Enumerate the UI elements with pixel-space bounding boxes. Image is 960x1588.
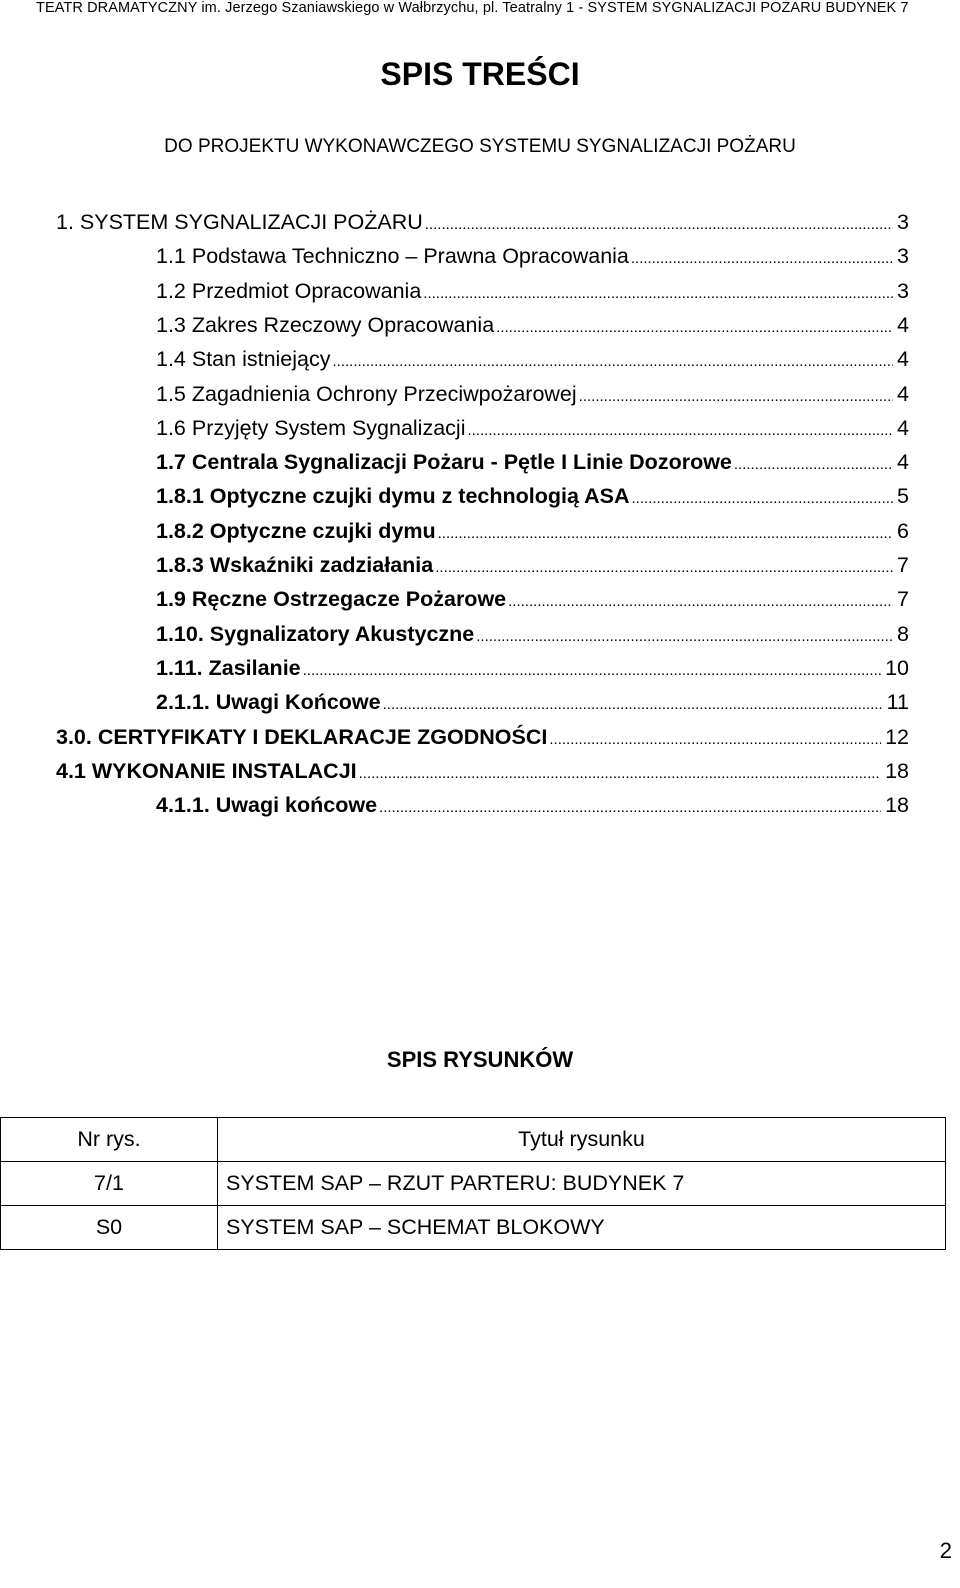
page-subtitle: DO PROJEKTU WYKONAWCZEGO SYSTEMU SYGNALIZACJI POŻARU bbox=[164, 136, 796, 157]
toc-leader-dots bbox=[435, 552, 893, 581]
toc-entry[interactable] bbox=[156, 789, 909, 821]
toc-entry-page: 11 bbox=[886, 690, 909, 714]
toc-entry-page: 4 bbox=[897, 382, 909, 406]
toc-entry-label: 1.11. Zasilanie bbox=[156, 656, 301, 680]
figures-table bbox=[0, 1117, 946, 1250]
toc-entry-page: 7 bbox=[897, 553, 909, 577]
toc-entry[interactable] bbox=[156, 583, 909, 615]
toc-entry-page: 18 bbox=[885, 793, 909, 817]
toc-entry[interactable] bbox=[156, 309, 909, 341]
figure-number: S0 bbox=[1, 1206, 218, 1250]
toc-leader-dots bbox=[467, 415, 893, 444]
toc-entry-page: 3 bbox=[897, 244, 909, 268]
toc-leader-dots bbox=[359, 758, 881, 787]
toc-leader-dots bbox=[631, 243, 893, 272]
toc-entry-label: 1.6 Przyjęty System Sygnalizacji bbox=[156, 416, 466, 440]
figures-header-title: Tytuł rysunku bbox=[218, 1118, 946, 1162]
toc-entry-page: 7 bbox=[897, 587, 909, 611]
toc-entry[interactable] bbox=[156, 343, 909, 375]
toc-entry[interactable] bbox=[156, 240, 909, 272]
toc-leader-dots bbox=[508, 586, 893, 615]
toc-entry-label: 1.10. Sygnalizatory Akustyczne bbox=[156, 622, 475, 646]
toc-entry[interactable] bbox=[56, 721, 909, 753]
toc-entry-label: 1.8.2 Optyczne czujki dymu bbox=[156, 519, 436, 543]
toc-entry-page: 4 bbox=[897, 347, 909, 371]
figures-table-header-row bbox=[1, 1118, 946, 1162]
toc-leader-dots bbox=[632, 483, 894, 512]
toc-entry-label: 3.0. CERTYFIKATY I DEKLARACJE ZGODNOŚCI bbox=[56, 725, 548, 749]
toc-leader-dots bbox=[303, 655, 881, 684]
toc-leader-dots bbox=[734, 449, 893, 478]
toc-entry-page: 8 bbox=[897, 622, 909, 646]
toc-entry[interactable] bbox=[156, 686, 909, 718]
toc-entry-page: 18 bbox=[885, 759, 909, 783]
toc-entry-label: 1.3 Zakres Rzeczowy Opracowania bbox=[156, 313, 495, 337]
toc-entry[interactable] bbox=[56, 206, 909, 238]
toc-entry-page: 4 bbox=[897, 416, 909, 440]
figure-title: SYSTEM SAP – RZUT PARTERU: BUDYNEK 7 bbox=[218, 1162, 946, 1206]
toc-entry-label: 1.5 Zagadnienia Ochrony Przeciwpożarowej bbox=[156, 382, 577, 406]
toc-leader-dots bbox=[438, 518, 893, 547]
toc-entry[interactable] bbox=[156, 618, 909, 650]
toc-entry[interactable] bbox=[156, 446, 909, 478]
toc-entry[interactable] bbox=[156, 515, 909, 547]
toc-leader-dots bbox=[496, 312, 893, 341]
toc-entry-page: 4 bbox=[897, 313, 909, 337]
toc-entry-page: 12 bbox=[885, 725, 909, 749]
toc-entry-label: 2.1.1. Uwagi Końcowe bbox=[156, 690, 381, 714]
toc-entry-label: 1.1 Podstawa Techniczno – Prawna Opracowania bbox=[156, 244, 629, 268]
page-number: 2 bbox=[939, 1538, 952, 1563]
toc-entry-page: 3 bbox=[897, 279, 909, 303]
page-title: SPIS TREŚCI bbox=[380, 56, 580, 92]
toc-entry-page: 3 bbox=[897, 210, 909, 234]
toc-leader-dots bbox=[579, 381, 893, 410]
toc-leader-dots bbox=[425, 209, 893, 238]
toc-entry-label: 1.7 Centrala Sygnalizacji Pożaru - Pętle I Linie Dozorowe bbox=[156, 450, 732, 474]
toc-entry[interactable] bbox=[156, 652, 909, 684]
toc-leader-dots bbox=[549, 724, 881, 753]
toc-entry[interactable] bbox=[156, 549, 909, 581]
toc-entry-label: 4.1.1. Uwagi końcowe bbox=[156, 793, 378, 817]
toc-entry-label: 1.2 Przedmiot Opracowania bbox=[156, 279, 422, 303]
figures-list-title: SPIS RYSUNKÓW bbox=[386, 1047, 574, 1072]
toc-entry-label: 4.1 WYKONANIE INSTALACJI bbox=[56, 759, 357, 783]
figures-header-number: Nr rys. bbox=[1, 1118, 218, 1162]
toc-entry-label: 1.8.3 Wskaźniki zadziałania bbox=[156, 553, 434, 577]
toc-entry[interactable] bbox=[156, 412, 909, 444]
toc-entry[interactable] bbox=[56, 755, 909, 787]
toc-leader-dots bbox=[333, 346, 894, 375]
toc-entry-page: 4 bbox=[897, 450, 909, 474]
figure-title: SYSTEM SAP – SCHEMAT BLOKOWY bbox=[218, 1206, 946, 1250]
toc-leader-dots bbox=[476, 621, 893, 650]
toc-entry[interactable] bbox=[156, 275, 909, 307]
toc-entry-page: 5 bbox=[897, 484, 909, 508]
toc-entry-page: 10 bbox=[885, 656, 909, 680]
figure-number: 7/1 bbox=[1, 1162, 218, 1206]
table-row bbox=[1, 1206, 946, 1250]
toc-entry-page: 6 bbox=[897, 519, 909, 543]
toc-entry-label: 1. SYSTEM SYGNALIZACJI POŻARU bbox=[56, 210, 423, 234]
toc-entry-label: 1.9 Ręczne Ostrzegacze Pożarowe bbox=[156, 587, 507, 611]
toc-entry-label: 1.4 Stan istniejący bbox=[156, 347, 331, 371]
running-header: TEATR DRAMATYCZNY im. Jerzego Szaniawskiego w Wałbrzychu, pl. Teatralny 1 - SYSTEM SYGNALIZACJI POŻARU BUDYNEK 7 bbox=[36, 0, 909, 16]
toc-entry[interactable] bbox=[156, 378, 909, 410]
toc-entry[interactable] bbox=[156, 480, 909, 512]
toc-entry-label: 1.8.1 Optyczne czujki dymu z technologią ASA bbox=[156, 484, 630, 508]
toc-leader-dots bbox=[383, 689, 883, 718]
toc-leader-dots bbox=[423, 278, 893, 307]
toc-leader-dots bbox=[379, 792, 881, 821]
table-row bbox=[1, 1162, 946, 1206]
